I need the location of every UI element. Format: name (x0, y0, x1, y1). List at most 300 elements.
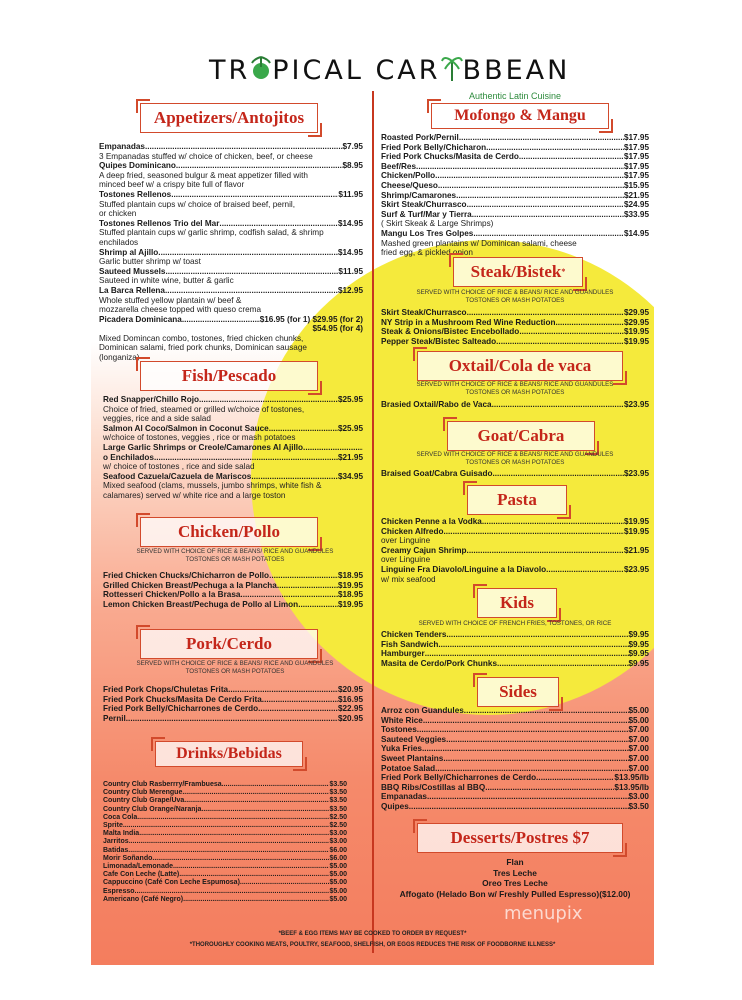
item-description: Garlic butter shrimp w/ toast (99, 257, 201, 267)
item-name: Fried Pork Belly/Chicharon (381, 142, 487, 152)
menu-item (103, 695, 363, 705)
item-description: minced beef w/ a crispy bite full of flavor (99, 180, 245, 190)
dot-leader (519, 327, 624, 337)
item-name: Chicken Tenders (381, 630, 447, 639)
menu-item (381, 716, 649, 726)
dot-leader (467, 546, 624, 556)
item-price: $2.50 (329, 813, 347, 821)
dot-leader (555, 318, 624, 328)
item-description: Whole stuffed yellow plantain w/ beef & (99, 295, 242, 305)
dot-leader (165, 267, 338, 277)
dot-leader (438, 181, 624, 191)
dot-leader (182, 315, 260, 325)
item-price: $5.00 (329, 863, 347, 871)
dot-leader (446, 630, 628, 640)
menu-item (103, 855, 347, 863)
column-divider (372, 91, 374, 953)
item-price: $25.95 (337, 423, 363, 433)
menu-item (381, 133, 649, 143)
footnote-order: *BEEF & EGG ITEMS MAY BE COOKED TO ORDER BY REQUEST* (278, 931, 467, 937)
section-title-sides: Sides (477, 677, 559, 707)
appetizers-list (99, 142, 363, 363)
section-title-desserts: Desserts/Postres $7 (417, 823, 623, 853)
dot-leader (435, 764, 628, 774)
dot-leader (123, 822, 330, 830)
item-name: Fried Pork Chucks/Masita de Cerdo (381, 152, 519, 162)
item-name: Limonada/Lemonade (103, 863, 174, 871)
item-name: Sauteed Veggies (381, 734, 447, 744)
item-price: $7.00 (628, 744, 649, 754)
section-title-steak: Steak/Bistek* (453, 257, 583, 287)
item-price: $9.95 (628, 658, 649, 668)
menu-item (103, 581, 363, 591)
item-description: or chicken (99, 209, 137, 219)
item-price: $3.50 (329, 805, 347, 813)
item-name: Linguine Fra Diavolo/Linguine a la Diavolo (381, 564, 547, 574)
menu-item (381, 659, 649, 669)
item-price: $19.95 (623, 526, 649, 536)
item-name: Salmon Al Coco/Salmon in Coconut Sauce (103, 423, 269, 433)
item-price: $13.95/lb (614, 782, 649, 792)
dot-leader (182, 789, 329, 797)
item-price: $11.95 (338, 189, 363, 199)
dot-leader (416, 162, 624, 172)
menu-item (103, 443, 363, 453)
dot-leader (409, 802, 629, 812)
dot-leader (269, 571, 338, 581)
menu-item (103, 814, 347, 822)
dot-leader (128, 847, 329, 855)
item-name: Pepper Steak/Bistec Salteado (381, 336, 497, 346)
menu-item (103, 789, 347, 797)
item-name: Cappuccino (Café Con Leche Espumosa) (103, 879, 240, 887)
item-name: Brasied Oxtail/Rabo de Vaca (381, 400, 492, 409)
menu-item (381, 200, 649, 210)
item-price: $7.95 (342, 142, 363, 151)
menu-item (381, 400, 649, 410)
item-name: Cheese/Queso (381, 180, 438, 190)
item-price: $9.95 (628, 649, 649, 659)
drinks-list (103, 781, 347, 904)
menu-item (99, 190, 363, 200)
item-price: $17.95 (623, 171, 649, 181)
fish-list (103, 395, 363, 501)
menu-item-price-extra (99, 324, 363, 334)
item-description: A deep fried, seasoned bulgur & meat appetizer filled with (99, 170, 308, 180)
item-name: Country Club Grape/Uva (103, 797, 185, 805)
sides-list (381, 706, 649, 812)
palm-tree-icon (441, 53, 463, 83)
dot-leader (222, 781, 330, 789)
item-name: Espresso (103, 887, 135, 895)
dot-leader (199, 395, 338, 405)
item-price: $3.50 (628, 801, 649, 811)
item-price: $25.95 (337, 395, 363, 404)
item-name: Lemon Chicken Breast/Pechuga de Pollo al Limon (103, 599, 299, 609)
item-price: $22.95 (337, 704, 363, 714)
dot-leader (173, 863, 329, 871)
dot-leader (228, 685, 338, 695)
item-price: $29.95 (623, 317, 649, 327)
menu-item (103, 888, 347, 896)
menu-item (381, 181, 649, 191)
note-line: SERVED WITH CHOICE OF RICE & BEANS/ RICE AND GUANDULES (416, 289, 614, 296)
item-description: Stuffed plantain cups w/ choice of braised beef, pernil, (99, 199, 296, 209)
item-price: $19.95 (623, 336, 649, 346)
item-name: Tostones (381, 725, 417, 735)
dessert-item: Tres Leche (493, 867, 537, 878)
desserts-list (381, 857, 649, 899)
item-price: $14.95 (337, 218, 363, 228)
dot-leader (486, 143, 624, 153)
menu-item (103, 424, 363, 434)
steak-list (381, 308, 649, 346)
item-price: $54.95 (for 4) (312, 324, 363, 334)
menu-item (103, 453, 363, 463)
section-title-fish: Fish/Pescado (140, 361, 318, 391)
item-description: ( Skirt Skeak & Large Shrimps) (381, 219, 494, 229)
menu-item (381, 764, 649, 774)
menu-item (103, 863, 347, 871)
dot-leader (443, 527, 623, 537)
dot-leader (456, 191, 624, 201)
dot-leader (492, 400, 624, 410)
section-title-kids: Kids (477, 588, 557, 618)
dot-leader (165, 286, 338, 296)
item-name: Skirt Steak/Churrasco (381, 200, 467, 210)
menu-item (381, 630, 649, 640)
item-description: fried egg, & pickled onion (381, 248, 473, 258)
mofongo-list (381, 133, 649, 258)
item-name: La Barca Rellena (99, 285, 165, 295)
menu-item (381, 735, 649, 745)
item-name: Morir Soñando (103, 854, 153, 862)
item-name: Tostones Rellenos Trio del Mar (99, 218, 220, 228)
menu-item (381, 754, 649, 764)
item-price: $17.95 (623, 142, 649, 152)
item-price: $29.95 (623, 308, 649, 317)
item-price: $17.95 (623, 152, 649, 162)
menu-item (381, 171, 649, 181)
item-price: $7.00 (628, 725, 649, 735)
menu-item (381, 649, 649, 659)
dot-leader (438, 640, 628, 650)
dot-leader (240, 590, 338, 600)
item-name: Roasted Pork/Pernil (381, 133, 459, 142)
item-name: White Rice (381, 715, 423, 725)
item-price: $7.00 (628, 753, 649, 763)
note-line: SERVED WITH CHOICE OF FRENCH FRIES, TOSTONES, OR RICE (418, 620, 612, 627)
dot-leader (496, 337, 624, 347)
menu-item (99, 142, 363, 152)
oxtail-note (381, 381, 649, 396)
menu-item (381, 546, 649, 556)
chicken-list (103, 571, 363, 609)
item-name: Country Club Orange/Naranja (103, 805, 202, 813)
item-name: Empanadas (381, 792, 427, 802)
item-price: $5.00 (628, 715, 649, 725)
item-price: $23.95 (623, 469, 649, 478)
dot-leader (536, 773, 614, 783)
item-price: $24.95 (623, 200, 649, 210)
dot-leader (258, 704, 338, 714)
item-description: w/ mix seafood (381, 574, 436, 584)
dot-leader (298, 600, 338, 610)
footnote-warning: *THOROUGHLY COOKING MEATS, POULTRY, SEAFOOD, SHELFISH, OR EGGS REDUCES THE RISK OF FOODBORNE ILLNESS* (189, 942, 556, 948)
menu-item (99, 267, 363, 277)
dot-leader (201, 806, 329, 814)
item-name: Surf & Turf/Mar y Tierra (381, 209, 472, 219)
item-name: Red Snapper/Chillo Rojo (103, 395, 199, 404)
item-price: $9.95 (628, 639, 649, 649)
item-price: $23.95 (623, 400, 649, 409)
goat-list (381, 469, 649, 479)
menu-item (103, 590, 363, 600)
item-description: (longaniza) (99, 353, 140, 363)
item-name: Shrimp/Camarones (381, 190, 457, 200)
item-price: $21.95 (623, 190, 649, 200)
item-name: Chicken Penne a la Vodka (381, 517, 482, 526)
section-title-oxtail: Oxtail/Cola de vaca (417, 351, 623, 381)
dot-leader (427, 792, 629, 802)
item-price: $6.00 (329, 854, 347, 862)
dot-leader (135, 888, 330, 896)
item-name: Beef/Res (381, 161, 417, 171)
item-price: $5.00 (329, 871, 347, 879)
item-name: o Enchilados (103, 452, 154, 462)
item-price: $18.95 (337, 571, 363, 580)
dot-leader (152, 855, 329, 863)
menu-item (381, 527, 649, 537)
dot-leader (139, 830, 329, 838)
item-price: $3.00 (329, 830, 347, 838)
item-name: Seafood Cazuela/Cazuela de Mariscos (103, 471, 252, 481)
item-price: $3.50 (329, 797, 347, 805)
menu-item (381, 191, 649, 201)
item-name: Quipes Dominicano (99, 161, 176, 171)
menu-item (103, 571, 363, 581)
dot-leader (492, 469, 623, 479)
item-price: $21.95 (623, 545, 649, 555)
item-name: Braised Goat/Cabra Guisado (381, 469, 493, 478)
section-title-goat: Goat/Cabra (447, 421, 595, 451)
item-description: Stuffed plantain cups w/ garlic shrimp, codfish salad, & shrimp (99, 228, 324, 238)
item-name: Country Club Merengue (103, 789, 183, 797)
menu-item (381, 640, 649, 650)
dessert-item: Affogato (Helado Bon w/ Freshly Pulled Espresso)($12.00) (399, 888, 631, 899)
dot-leader (171, 190, 338, 200)
item-name: Fried Pork Belly/Chicharrones de Cerdo (103, 704, 259, 714)
item-description: Mixed seafood (clams, mussels, jumbo shrimps, white fish & (103, 481, 322, 491)
dot-leader (417, 725, 629, 735)
dot-leader (464, 706, 629, 716)
note-line: TOSTONES OR MASH POTATOES (465, 458, 565, 466)
menu-item (381, 517, 649, 527)
item-name: Hamburger (381, 649, 425, 659)
dessert-item: Oreo Tres Leche (482, 878, 548, 888)
oxtail-list (381, 400, 649, 410)
item-description: veggies, rice and a side salad (103, 414, 211, 424)
item-price: $5.00 (329, 879, 347, 887)
note-line: TOSTONES OR MASH POTATOES (465, 296, 565, 304)
dot-leader (240, 879, 330, 887)
item-description: Mashed green plantains w/ Dominican salami, cheese (381, 238, 577, 248)
dot-leader (262, 695, 338, 705)
item-price: $6.00 (329, 846, 347, 854)
section-title-chicken: Chicken/Pollo (140, 517, 318, 547)
item-price: $7.00 (628, 734, 649, 744)
item-price: $3.00 (329, 838, 347, 846)
item-price: $5.00 (329, 895, 347, 903)
item-name: Empanadas (99, 142, 145, 151)
section-title-drinks: Drinks/Bebidas (155, 741, 303, 767)
item-price: $18.95 (337, 590, 363, 600)
dot-leader (473, 229, 624, 239)
menu-item (99, 248, 363, 258)
dot-leader (251, 472, 338, 482)
dot-leader (269, 424, 338, 434)
item-price: $5.00 (329, 887, 347, 895)
dot-leader (467, 200, 624, 210)
section-title-appetizers: Appetizers/Antojitos (140, 103, 318, 133)
item-price: $5.00 (628, 706, 649, 715)
dot-leader (482, 517, 624, 527)
dot-leader (179, 871, 329, 879)
dot-leader (137, 814, 329, 822)
menu-item (99, 161, 363, 171)
item-name: Fried Pork Chucks/Masita De Cerdo Frita (103, 694, 262, 704)
dot-leader (467, 308, 624, 318)
item-price: $3.50 (329, 789, 347, 797)
pork-list (103, 685, 363, 723)
menu-item (381, 337, 649, 347)
kids-note (381, 620, 649, 628)
menu-item (381, 565, 649, 575)
item-description: over Linguine (381, 555, 431, 565)
dot-leader (435, 171, 624, 181)
menu-item (381, 210, 649, 220)
item-name: Mangu Los Tres Golpes (381, 228, 474, 238)
item-name: Country Club Rasberrry/Frambuesa (103, 781, 222, 788)
item-price: $15.95 (623, 180, 649, 190)
menu-item (381, 152, 649, 162)
item-name: Chicken/Pollo (381, 171, 436, 181)
menu-item (103, 830, 347, 838)
dot-leader (303, 443, 363, 453)
item-name: Americano (Café Negro) (103, 895, 184, 903)
item-name: Sprite (103, 822, 123, 830)
note-line: SERVED WITH CHOICE OF RICE & BEANS/ RICE AND GUANDULES (136, 660, 334, 667)
item-description: mozzarella cheese topped with queso crema (99, 305, 262, 315)
menu-item (103, 879, 347, 887)
menu-item (103, 847, 347, 855)
menu-item (99, 219, 363, 229)
item-price: $17.95 (623, 133, 649, 142)
item-name: Batidas (103, 846, 129, 854)
item-price: $14.95 (623, 228, 649, 238)
item-name: Quipes (381, 801, 409, 811)
pork-note (107, 660, 363, 675)
dot-leader (459, 133, 624, 143)
item-name: Masita de Cerdo/Pork Chunks (381, 658, 498, 668)
item-name: Creamy Cajun Shrimp (381, 545, 467, 555)
menu-item (99, 315, 363, 325)
item-name: Yuka Fries (381, 744, 422, 754)
menu-item (103, 600, 363, 610)
restaurant-logo: TR PICAL CAR BBEAN (209, 55, 571, 86)
menu-item (381, 327, 649, 337)
note-line: SERVED WITH CHOICE OF RICE & BEANS/ RICE AND GUANDULES (416, 381, 614, 388)
item-name: Grilled Chicken Breast/Pechuga a la Plancha (103, 580, 277, 590)
menu-item (103, 781, 347, 789)
item-description: enchilados (99, 237, 139, 247)
dot-leader (158, 248, 338, 258)
menu-item (381, 773, 649, 783)
note-line: SERVED WITH CHOICE OF RICE & BEANS/ RICE AND GUANDULES (136, 548, 334, 555)
item-name: Cafe Con Leche (Latte) (103, 871, 180, 879)
steak-note (381, 289, 649, 304)
item-price: $19.95 (623, 517, 649, 526)
section-title-pasta: Pasta (467, 485, 567, 515)
menu-item (103, 822, 347, 830)
note-line: TOSTONES OR MASH POTATOES (465, 388, 565, 396)
item-description: Choice of fried, steamed or grilled w/choice of tostones, (103, 404, 305, 414)
dot-leader (422, 744, 629, 754)
item-price: $12.95 (337, 285, 363, 295)
menu-page (91, 35, 654, 965)
item-name: Sweet Plantains (381, 753, 444, 763)
menu-item (381, 802, 649, 812)
item-description: Mixed Domincan combo, tostones, fried chicken chunks, (99, 333, 304, 343)
note-line: TOSTONES OR MASH POTATOES (185, 555, 285, 563)
menu-item (381, 229, 649, 239)
item-name: Picadera Dominicana (99, 314, 182, 324)
item-price: $7.00 (628, 763, 649, 773)
item-name: Fried Chicken Chucks/Chicharron de Pollo (103, 571, 270, 580)
item-price: $19.95 (337, 599, 363, 609)
item-price: $34.95 (337, 471, 363, 481)
item-description: w/choice of tostones, veggies , rice or mash potatoes (103, 433, 296, 443)
item-price: $20.95 (337, 685, 363, 694)
item-name: BBQ Ribs/Costillas al BBQ (381, 782, 486, 792)
item-description: 3 Empanadas stuffed w/ choice of chicken, beef, or cheese (99, 151, 313, 161)
item-price: $14.95 (337, 247, 363, 257)
menu-item (103, 704, 363, 714)
dot-leader (184, 797, 329, 805)
pasta-list (381, 517, 649, 584)
goat-note (381, 451, 649, 466)
menu-item (381, 783, 649, 793)
dot-leader (497, 659, 628, 669)
dot-leader (154, 453, 338, 463)
item-name: Large Garlic Shrimps or Creole/Camarones Al Ajillo (103, 442, 304, 452)
item-name: Fried Pork Chops/Chuletas Frita (103, 685, 229, 694)
note-line: TOSTONES OR MASH POTATOES (185, 667, 285, 675)
item-description: Dominican salami, fried pork chunks, Dominican sausage (99, 343, 307, 353)
dot-leader (277, 581, 338, 591)
item-price: $23.95 (623, 564, 649, 574)
item-name: Steak & Onions/Bistec Encebollado (381, 327, 520, 337)
watermark: menupix (504, 903, 583, 924)
item-description: over Linguine (381, 536, 431, 546)
menu-item (103, 395, 363, 405)
item-price: $21.95 (337, 452, 363, 462)
menu-item (103, 685, 363, 695)
dot-leader (425, 649, 629, 659)
item-price: $16.95 (337, 694, 363, 704)
menu-item (381, 308, 649, 318)
menu-item (381, 162, 649, 172)
